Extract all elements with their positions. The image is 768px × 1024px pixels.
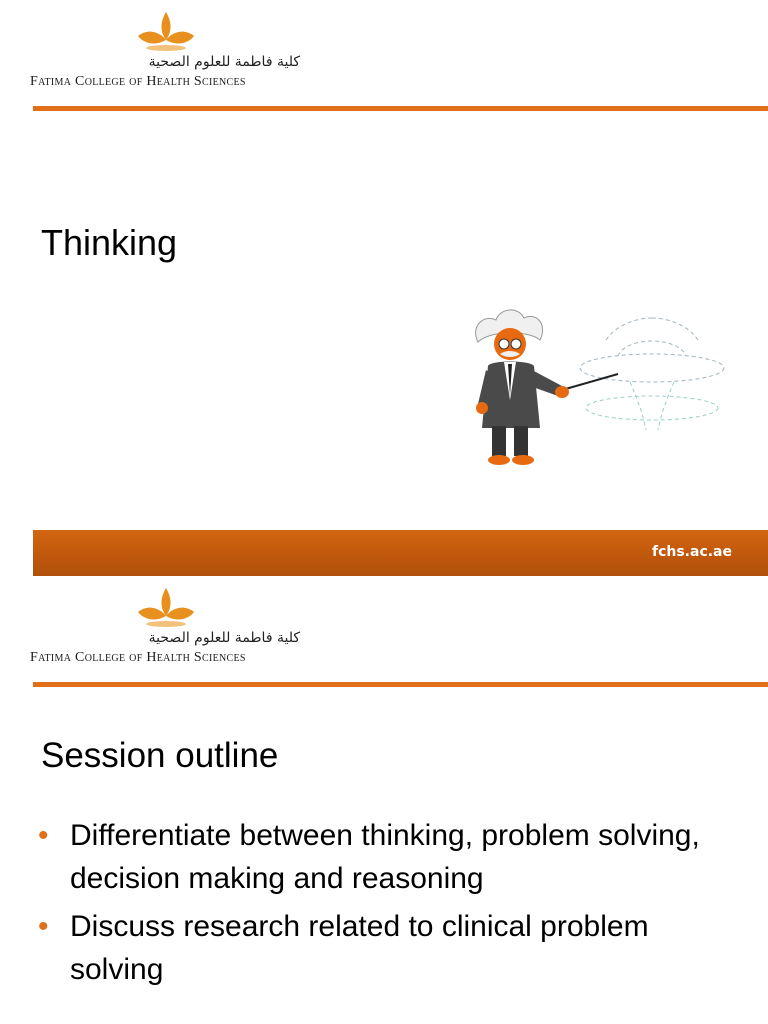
college-name-english: Fatima College of Health Sciences (30, 74, 246, 89)
dashed-diagram (580, 318, 724, 430)
footer-url[interactable]: fchs.ac.ae (651, 544, 732, 560)
bullet-text: Discuss research related to clinical problem solving (70, 910, 649, 986)
footer-band (33, 530, 768, 576)
header-rule (33, 682, 768, 687)
slide-title: Thinking (41, 222, 178, 263)
bullet-text: Differentiate between thinking, problem solving, decision making and reasoning (70, 819, 700, 895)
bullet-item (38, 905, 738, 991)
college-name-arabic: كلية فاطمة للعلوم الصحية (148, 630, 300, 646)
slide-title: Session outline (41, 736, 279, 775)
bullet-item (38, 814, 738, 900)
professor-illustration (466, 300, 736, 490)
college-logo (30, 586, 310, 676)
college-name-english: Fatima College of Health Sciences (30, 650, 246, 665)
flower-logo-icon (130, 586, 202, 634)
bullet-list (38, 814, 738, 996)
slide-session-outline (0, 578, 768, 1024)
bullet-dot-icon: • (38, 819, 49, 852)
flower-logo-icon (130, 10, 202, 58)
college-name-arabic: كلية فاطمة للعلوم الصحية (148, 54, 300, 70)
bullet-dot-icon: • (38, 910, 49, 943)
header-rule (33, 106, 768, 111)
college-logo (30, 10, 310, 100)
